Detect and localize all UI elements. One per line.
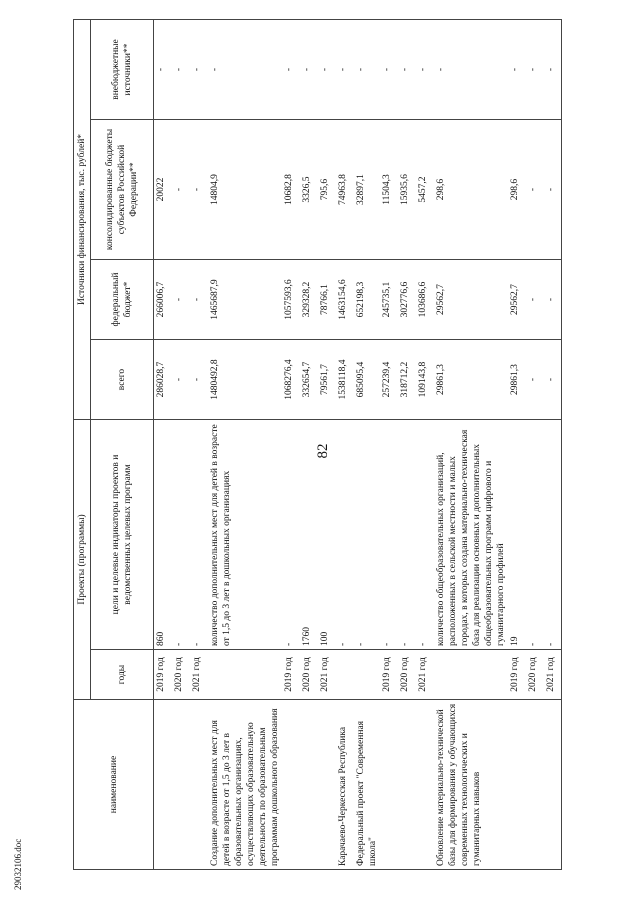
table-cell: - (544, 20, 562, 120)
table-cell: 1057593,6 (282, 260, 300, 340)
table-row (416, 20, 434, 870)
table-cell: 15935,6 (398, 120, 416, 260)
table-cell: 29861,3 (508, 340, 526, 420)
table-cell: - (380, 20, 398, 120)
header-group-projects: Проекты (программы) (74, 420, 91, 700)
table-cell: - (416, 20, 434, 120)
footer-doc-id: 29032106.doc (13, 838, 23, 890)
table-cell: - (398, 420, 416, 650)
table-cell: 266006,7 (154, 260, 172, 340)
table-cell: 2019 год (508, 650, 526, 700)
table-cell: - (544, 120, 562, 260)
table-cell: - (526, 340, 544, 420)
table-cell (526, 700, 544, 870)
table-row (398, 20, 416, 870)
header-goals: цели и целевые индикаторы проектов и ведомственных целевых программ (91, 420, 154, 650)
table-cell: 2021 год (544, 650, 562, 700)
table-cell: количество дополнительных мест для детей в возрасте от 1,5 до 3 лет в дошкольных организациях (208, 420, 282, 650)
table-cell (380, 700, 398, 870)
table-cell: 245735,1 (380, 260, 398, 340)
table-cell: 32897,1 (354, 120, 380, 260)
table-cell: 100 (318, 420, 336, 650)
table-cell: количество общеобразовательных организаций, расположенных в сельской местности и малых городах, в которых создана материально-техническая база для реализации основных и дополнительных общеобразовательных программ цифрового и гуманитарного профилей (434, 420, 508, 650)
table-cell (434, 650, 508, 700)
table-cell: 11504,3 (380, 120, 398, 260)
table-cell: 318712,2 (398, 340, 416, 420)
table-cell: 257239,4 (380, 340, 398, 420)
table-cell: 2019 год (154, 650, 172, 700)
header-years: годы (91, 650, 154, 700)
table-cell: 329328,2 (300, 260, 318, 340)
table-cell: 103686,6 (416, 260, 434, 340)
table-cell: 1480492,8 (208, 340, 282, 420)
table-row (190, 20, 208, 870)
table-row (336, 20, 354, 870)
table-cell (282, 700, 300, 870)
table-cell: - (544, 420, 562, 650)
table-cell: - (526, 420, 544, 650)
financing-table (73, 19, 562, 870)
table-cell: 74963,8 (336, 120, 354, 260)
table-cell (416, 700, 434, 870)
table-cell: 795,6 (318, 120, 336, 260)
table-cell: 10682,8 (282, 120, 300, 260)
table-cell: - (354, 420, 380, 650)
table-cell: - (336, 20, 354, 120)
table-cell: - (544, 340, 562, 420)
table-cell: 2020 год (300, 650, 318, 700)
table-row (434, 20, 508, 870)
table-cell: 2021 год (416, 650, 434, 700)
table-cell: 109143,8 (416, 340, 434, 420)
table-cell: - (398, 20, 416, 120)
table-cell: - (354, 20, 380, 120)
table-cell: - (190, 340, 208, 420)
table-cell: 1068276,4 (282, 340, 300, 420)
table-cell: - (282, 420, 300, 650)
table-row (544, 20, 562, 870)
table-row (508, 20, 526, 870)
table-cell: 302776,6 (398, 260, 416, 340)
table-cell (208, 650, 282, 700)
table-cell: Создание дополнительных мест для детей в возрасте от 1,5 до 3 лет в образовательных организациях, осуществляющих образовательную деятельность по образовательным программам дошкольного образования (208, 700, 282, 870)
table-cell: 685095,4 (354, 340, 380, 420)
table-cell (398, 700, 416, 870)
table-row (282, 20, 300, 870)
table-cell: - (172, 120, 190, 260)
table-body (154, 20, 562, 870)
table-cell: 332654,7 (300, 340, 318, 420)
table-row (318, 20, 336, 870)
table-cell: 78766,1 (318, 260, 336, 340)
table-cell: 29562,7 (434, 260, 508, 340)
table-cell: 2020 год (172, 650, 190, 700)
table-cell: 1463154,6 (336, 260, 354, 340)
table-cell: 1538118,4 (336, 340, 354, 420)
table-cell: - (544, 260, 562, 340)
table-cell: - (416, 420, 434, 650)
table-cell: 298,6 (508, 120, 526, 260)
table-cell: Федеральный проект "Современная школа" (354, 700, 380, 870)
table-cell: 79561,7 (318, 340, 336, 420)
table-cell: Карачаево-Черкесская Республика (336, 700, 354, 870)
table-cell: 2020 год (526, 650, 544, 700)
header-extrabudget: внебюджетные источники** (91, 20, 154, 120)
table-row (354, 20, 380, 870)
table-cell: 29562,7 (508, 260, 526, 340)
table-cell: 2020 год (398, 650, 416, 700)
table-cell: - (208, 20, 282, 120)
table-cell: - (508, 20, 526, 120)
table-row (208, 20, 282, 870)
table-cell: - (190, 260, 208, 340)
table-cell (172, 700, 190, 870)
table-cell: - (190, 420, 208, 650)
header-regional: консолидированные бюджеты субъектов Российской Федерации** (91, 120, 154, 260)
rotated-table-container (73, 20, 563, 870)
table-cell: 20022 (154, 120, 172, 260)
header-group-sources: Источники финансирования, тыс. рублей* (74, 20, 91, 420)
page-number: 82 (315, 443, 331, 459)
table-cell: - (190, 120, 208, 260)
table-cell: - (282, 20, 300, 120)
table-row (380, 20, 398, 870)
table-cell: - (300, 20, 318, 120)
table-cell: - (172, 340, 190, 420)
header-federal: федеральный бюджет* (91, 260, 154, 340)
table-cell: 286028,7 (154, 340, 172, 420)
header-total: всего (91, 340, 154, 420)
table-cell: - (318, 20, 336, 120)
table-cell: 2021 год (318, 650, 336, 700)
table-cell: 2019 год (282, 650, 300, 700)
table-cell: 298,6 (434, 120, 508, 260)
table-rotation-wrapper (73, 20, 563, 870)
table-cell: - (172, 420, 190, 650)
table-row (154, 20, 172, 870)
table-cell: 29861,3 (434, 340, 508, 420)
table-cell: 2021 год (190, 650, 208, 700)
table-cell: 14804,9 (208, 120, 282, 260)
table-cell: 3326,5 (300, 120, 318, 260)
table-cell (190, 700, 208, 870)
table-cell: Обновление материально-технической базы для формирования у обучающихся современных технологических и гуманитарных навыков (434, 700, 508, 870)
header-name: наименование (74, 700, 154, 870)
table-cell: - (336, 420, 354, 650)
table-cell: - (154, 20, 172, 120)
table-cell (318, 700, 336, 870)
table-cell: - (526, 20, 544, 120)
table-cell: - (172, 20, 190, 120)
table-cell: 860 (154, 420, 172, 650)
table-cell (154, 700, 172, 870)
table-cell: - (526, 120, 544, 260)
table-cell (544, 700, 562, 870)
table-cell: 19 (508, 420, 526, 650)
table-cell: 1760 (300, 420, 318, 650)
table-row (526, 20, 544, 870)
table-cell: 1465687,9 (208, 260, 282, 340)
table-cell: - (526, 260, 544, 340)
table-row (172, 20, 190, 870)
table-cell (354, 650, 380, 700)
table-cell (300, 700, 318, 870)
table-cell (336, 650, 354, 700)
table-cell: - (380, 420, 398, 650)
table-cell: 5457,2 (416, 120, 434, 260)
table-row (300, 20, 318, 870)
table-cell: - (172, 260, 190, 340)
table-cell: 652198,3 (354, 260, 380, 340)
table-cell: 2019 год (380, 650, 398, 700)
table-cell: - (434, 20, 508, 120)
table-cell: - (190, 20, 208, 120)
table-cell (508, 700, 526, 870)
